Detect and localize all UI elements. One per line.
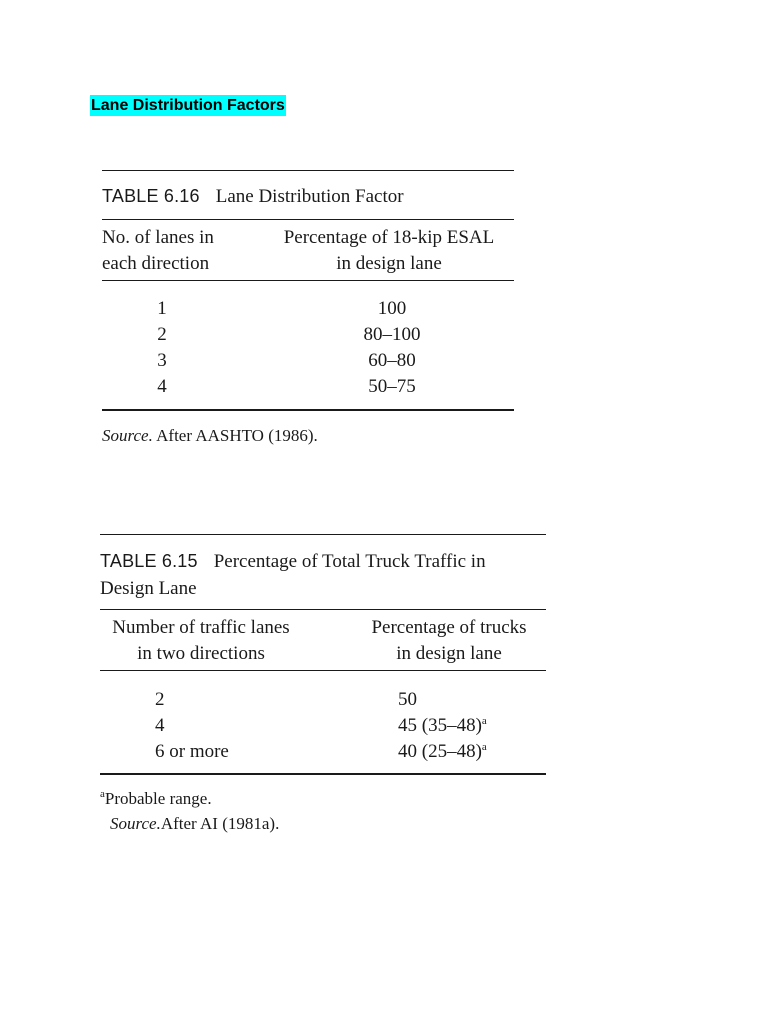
col-header-line: in design lane — [396, 643, 502, 664]
lanes-value: 2 — [157, 324, 167, 345]
percentage-text: 45 (35–48) — [398, 715, 482, 736]
source-label: Source. — [110, 814, 161, 833]
col-header-line: each direction — [102, 253, 210, 274]
table-6-15-footnote — [100, 789, 212, 809]
lanes-value: 1 — [157, 298, 167, 319]
col-header-lanes — [100, 615, 302, 667]
percentage-value: 100 — [377, 298, 407, 319]
footnote-marker: a — [481, 741, 487, 753]
table-number: TABLE 6.16 — [102, 186, 200, 206]
table-title: Percentage of Total Truck Traffic in — [213, 551, 486, 572]
col-header-percentage — [352, 615, 546, 667]
footnote-marker: a — [100, 788, 105, 800]
table-row — [332, 296, 452, 400]
table-6-15 — [100, 534, 546, 779]
table-row — [142, 296, 182, 400]
table-number: TABLE 6.15 — [100, 551, 198, 571]
percentage-value — [398, 739, 487, 765]
col-header-line: Percentage of 18-kip ESAL — [283, 227, 495, 248]
col-header-percentage — [262, 225, 516, 277]
percentage-value: 80–100 — [363, 324, 421, 345]
table-title-line2: Design Lane — [100, 578, 197, 599]
lanes-value: 4 — [155, 715, 165, 736]
percentage-text: 50 — [398, 689, 417, 710]
percentage-text: 40 (25–48) — [398, 741, 482, 762]
header-bottom-rule — [102, 280, 514, 281]
source-text: After AI (1981a). — [160, 814, 280, 833]
header-top-rule — [100, 609, 546, 610]
table-top-rule — [102, 170, 514, 171]
lanes-value: 6 or more — [155, 741, 229, 762]
footnote-marker: a — [481, 715, 487, 727]
table-6-15-source — [110, 814, 279, 834]
source-text: After AASHTO (1986). — [156, 426, 318, 445]
percentage-value — [398, 713, 487, 739]
lanes-value: 3 — [157, 350, 167, 371]
source-label: Source. — [102, 426, 153, 445]
col-header-line: Number of traffic lanes — [112, 617, 290, 638]
table-caption — [100, 548, 486, 602]
table-6-16-source — [102, 426, 318, 446]
col-header-line: in two directions — [137, 643, 265, 664]
table-top-rule — [100, 534, 546, 535]
table-row — [155, 687, 229, 765]
table-bottom-rule — [102, 409, 514, 411]
col-header-lanes — [102, 225, 214, 277]
col-header-line: No. of lanes in — [102, 227, 214, 248]
percentage-value: 50–75 — [368, 376, 416, 397]
col-header-line: Percentage of trucks — [371, 617, 527, 638]
page-heading: Lane Distribution Factors — [91, 97, 285, 114]
percentage-value — [398, 687, 487, 713]
percentage-value: 60–80 — [368, 350, 416, 371]
table-title: Lane Distribution Factor — [215, 186, 404, 207]
col-header-line: in design lane — [336, 253, 442, 274]
table-bottom-rule — [100, 773, 546, 775]
lanes-value: 2 — [155, 689, 165, 710]
lanes-value: 4 — [157, 376, 167, 397]
table-row — [398, 687, 487, 765]
table-6-16 — [102, 170, 514, 415]
header-bottom-rule — [100, 670, 546, 671]
footnote-text: Probable range. — [104, 789, 212, 808]
table-caption — [102, 186, 404, 208]
header-top-rule — [102, 219, 514, 220]
